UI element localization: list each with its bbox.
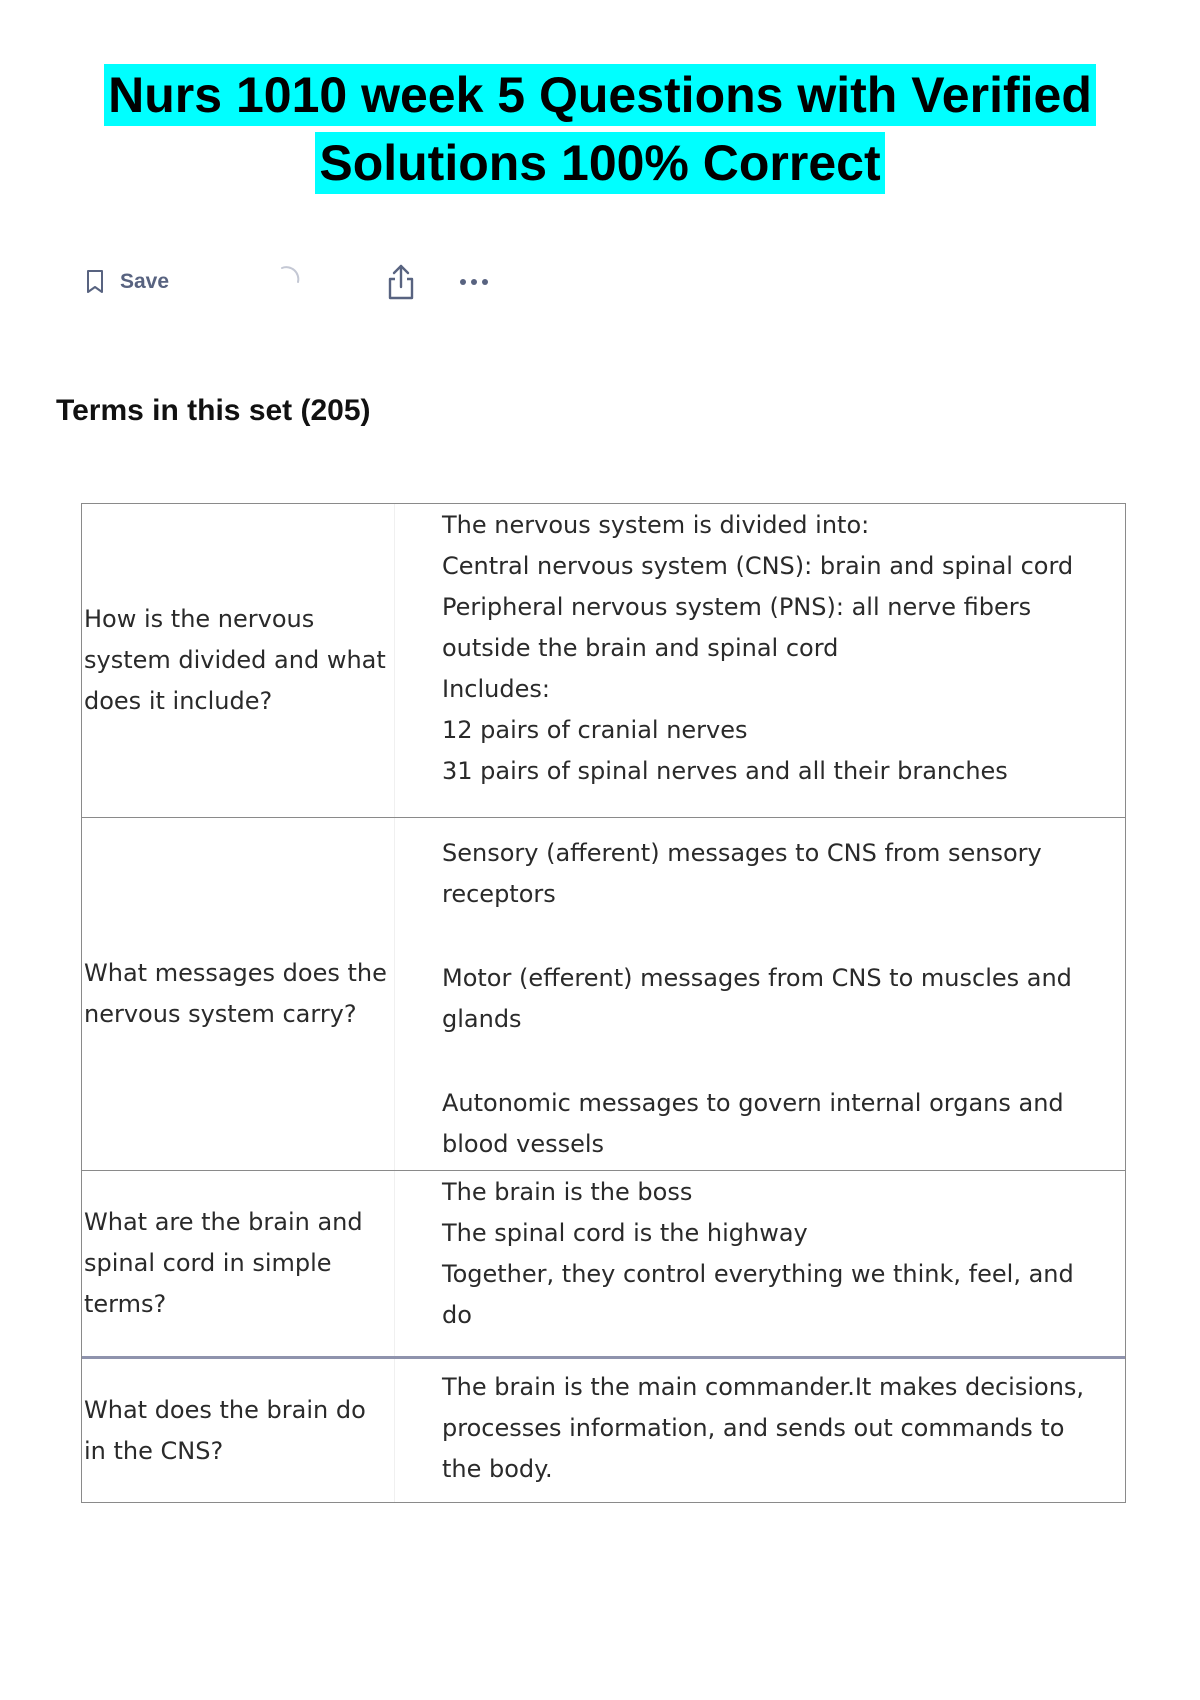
terms-table	[81, 503, 1126, 1503]
toolbar	[84, 262, 544, 302]
more-options-button[interactable]	[456, 262, 496, 302]
definition-gap	[442, 915, 1095, 958]
definition-line: Autonomic messages to govern internal organs and	[442, 1089, 1064, 1117]
term-text: What are the brain and spinal cord in simple terms?	[82, 1171, 395, 1356]
definition-line: The brain is the boss	[442, 1178, 693, 1206]
bookmark-icon	[84, 269, 106, 295]
definition-line: 31 pairs of spinal nerves and all their branches	[442, 757, 1008, 785]
definition-line: outside the brain and spinal cord	[442, 634, 839, 662]
definition-line: processes information, and sends out commands to	[442, 1414, 1065, 1442]
title-line-2: Solutions 100% Correct	[315, 132, 884, 194]
term-row	[82, 1170, 1125, 1356]
definition-line: Central nervous system (CNS): brain and spinal cord	[442, 552, 1074, 580]
term-text: What does the brain do in the CNS?	[82, 1359, 395, 1502]
term-text: What messages does the nervous system carry?	[82, 818, 395, 1170]
definition-line: The spinal cord is the highway	[442, 1219, 808, 1247]
term-text: How is the nervous system divided and what does it include?	[82, 504, 395, 817]
definition-text	[395, 1359, 1125, 1502]
more-icon	[456, 262, 492, 302]
term-row	[82, 817, 1125, 1170]
save-label: Save	[120, 270, 170, 293]
definition-line: Together, they control everything we think, feel, and	[442, 1260, 1074, 1288]
definition-line: 12 pairs of cranial nerves	[442, 716, 748, 744]
share-icon	[384, 262, 418, 302]
document-title	[0, 62, 1200, 198]
term-row	[82, 504, 1125, 817]
definition-line: The brain is the main commander.It makes decisions,	[442, 1373, 1085, 1401]
term-row	[82, 1356, 1125, 1502]
definition-gap	[442, 1040, 1095, 1083]
definition-line: do	[442, 1301, 472, 1329]
definition-line: receptors	[442, 880, 556, 908]
definition-text	[395, 504, 1125, 817]
terms-count-heading: Terms in this set (205)	[56, 394, 371, 427]
definition-line: The nervous system is divided into:	[442, 511, 870, 539]
share-button[interactable]	[384, 262, 424, 302]
title-line-1: Nurs 1010 week 5 Questions with Verified	[104, 64, 1096, 126]
definition-line: Includes:	[442, 675, 550, 703]
definition-text	[395, 818, 1125, 1170]
definition-text	[395, 1171, 1125, 1356]
definition-line: blood vessels	[442, 1130, 605, 1158]
definition-line: glands	[442, 1005, 522, 1033]
spinner-icon	[270, 262, 304, 296]
save-button[interactable]	[84, 262, 169, 302]
definition-line: Sensory (afferent) messages to CNS from sensory	[442, 839, 1042, 867]
definition-line: Motor (efferent) messages from CNS to muscles and	[442, 964, 1072, 992]
definition-line: Peripheral nervous system (PNS): all nerve fibers	[442, 593, 1032, 621]
definition-line: the body.	[442, 1455, 553, 1483]
